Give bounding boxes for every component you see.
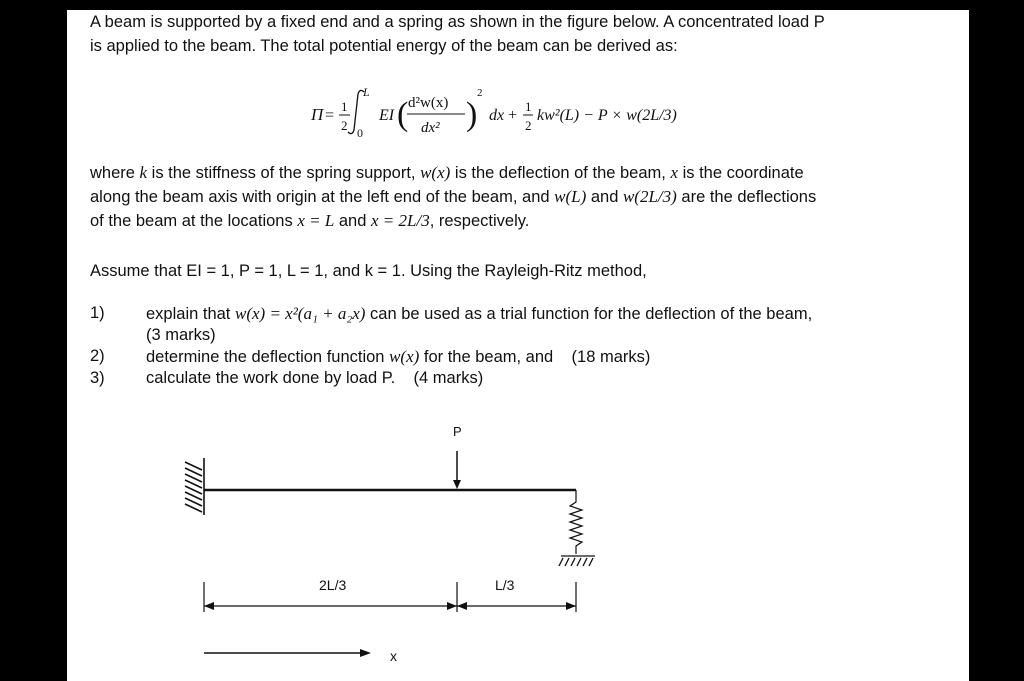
- intro-line-2: is applied to the beam. The total potential energy of the beam can be derived as:: [90, 37, 678, 55]
- where-text: and: [334, 212, 371, 230]
- where-text: is the deflection of the beam,: [450, 164, 671, 182]
- dim-label-2L3: 2L/3: [319, 577, 347, 593]
- var-w23: w(2L/3): [622, 187, 677, 206]
- item-number: 2): [90, 347, 105, 365]
- var-xeq23: x = 2L/3: [371, 211, 430, 230]
- eq-d2w: d²w(x): [408, 95, 449, 111]
- x-axis-label: x: [390, 648, 397, 664]
- eq-half-num: 1: [341, 99, 348, 114]
- eq-pi: Π: [311, 105, 324, 124]
- item-number: 3): [90, 369, 105, 387]
- var-x: x: [670, 163, 678, 182]
- var-xeqL: x = L: [297, 211, 335, 230]
- eq-ei: EI: [379, 107, 395, 124]
- var-wx: w(x): [420, 163, 451, 182]
- eq-power: 2: [477, 87, 483, 99]
- dim-arrowhead: [457, 602, 467, 610]
- item-text: calculate the work done by load P. (4 marks): [146, 369, 484, 387]
- eq-half-den: 2: [341, 118, 348, 133]
- load-label: P: [453, 424, 462, 439]
- eq-dx2: dx²: [421, 120, 440, 136]
- assume-paragraph: Assume that EI = 1, P = 1, L = 1, and k = 1. Using the Rayleigh-Ritz method,: [90, 262, 647, 280]
- where-text: along the beam axis with origin at the left end of the beam, and: [90, 188, 555, 206]
- item-text: explain that: [146, 305, 235, 323]
- fixed-support: [185, 458, 204, 515]
- item-number: 1): [90, 304, 105, 322]
- eq-int-upper: L: [363, 85, 370, 99]
- item-text: determine the deflection function: [146, 348, 390, 366]
- item-text: can be used as a trial function for the deflection of the beam,: [365, 305, 813, 323]
- eq-plus: +: [508, 107, 518, 124]
- intro-line-1: A beam is supported by a fixed end and a spring as shown in the figure below. A concentrated load P: [90, 13, 825, 31]
- dim-arrowhead: [566, 602, 576, 610]
- dim-label-L3: L/3: [495, 577, 515, 593]
- where-text: are the deflections: [676, 188, 817, 206]
- where-text: of the beam at the locations: [90, 212, 298, 230]
- dim-arrowhead: [204, 602, 214, 610]
- eq-rparen: ): [466, 96, 478, 133]
- item-marks: (3 marks): [146, 326, 216, 344]
- load-arrowhead: [453, 480, 461, 489]
- eq-int-lower: 0: [357, 126, 363, 140]
- var-wx: w(x): [389, 347, 420, 366]
- where-text: is the coordinate: [678, 164, 804, 182]
- item-text: for the beam, and (18 marks): [419, 348, 651, 366]
- document-page: [67, 10, 969, 681]
- eq-dx: dx: [489, 107, 505, 124]
- eq-spring-term: kw²(L) − P × w(2L/3): [537, 107, 677, 124]
- where-text: where: [90, 164, 140, 182]
- eq-equals: =: [325, 107, 335, 124]
- eq-lparen: (: [397, 96, 409, 133]
- where-text: and: [586, 188, 623, 206]
- x-axis-arrowhead: [360, 649, 371, 657]
- beam-figure: [67, 10, 969, 681]
- spring: [570, 490, 582, 554]
- dim-arrowhead: [447, 602, 457, 610]
- var-k: k: [139, 163, 148, 182]
- var-wL: w(L): [554, 187, 587, 206]
- where-text: , respectively.: [429, 212, 530, 230]
- eq-half2-den: 2: [525, 118, 532, 133]
- spring-ground: [559, 556, 595, 566]
- trial-function: w(x) = x²(a₁ + a₂x): [234, 304, 366, 323]
- where-text: is the stiffness of the spring support,: [147, 164, 421, 182]
- eq-half2-num: 1: [525, 99, 532, 114]
